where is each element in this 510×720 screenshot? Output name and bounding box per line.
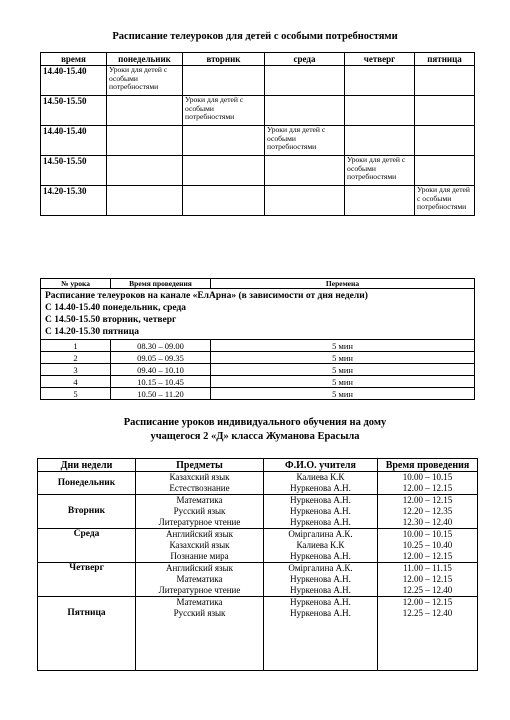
- lesson-cell: [345, 96, 415, 126]
- subject: Литературное чтение: [158, 585, 241, 595]
- table-row: [38, 472, 478, 495]
- note-line: Расписание телеуроков на канале «ЕлАрна» (в зависимости от дня недели): [45, 291, 368, 301]
- lesson-cell: [415, 66, 475, 96]
- time: 12.00 – 12.15: [402, 574, 453, 584]
- subject: Математика: [176, 574, 223, 584]
- time: 10.00 – 10.15: [402, 472, 453, 482]
- subjects-cell: [136, 529, 264, 563]
- time-cell: 14.40-15.40: [41, 66, 107, 96]
- home-schedule-table: [37, 458, 478, 671]
- times-cell: [378, 597, 478, 671]
- subject: Математика: [176, 495, 223, 505]
- column-header: вторник: [183, 53, 265, 66]
- lesson-time: 08.30 – 09.00: [111, 340, 211, 352]
- home-schedule-title-line1: Расписание уроков индивидуального обучения на дому: [123, 417, 387, 428]
- subject: Английский язык: [165, 563, 234, 573]
- break-duration: 5 мин: [211, 352, 475, 364]
- table-header-row: [41, 53, 475, 66]
- lesson-cell: [107, 126, 183, 156]
- teachers-cell: [264, 529, 378, 563]
- lesson-number: 2: [41, 352, 111, 364]
- channel-note: [41, 289, 475, 340]
- table-row: [41, 186, 475, 216]
- table-row: [38, 529, 478, 563]
- subjects-cell: [136, 495, 264, 529]
- teachers-cell: [264, 495, 378, 529]
- table-row: [38, 597, 478, 671]
- day-cell: Четверг: [38, 563, 136, 597]
- time: 12.00 – 12.15: [402, 597, 453, 607]
- table-row: [41, 340, 475, 352]
- table-row: [41, 96, 475, 126]
- column-header: Предметы: [136, 459, 264, 472]
- lesson-cell: [265, 156, 345, 186]
- subject: Английский язык: [165, 529, 234, 539]
- teacher: Калиева К.К: [296, 540, 345, 550]
- day-cell: Среда: [38, 529, 136, 563]
- subjects-cell: [136, 563, 264, 597]
- lesson-cell: [345, 126, 415, 156]
- lesson-cell: [183, 126, 265, 156]
- subject: Литературное чтение: [158, 517, 241, 527]
- teacher: Омiргалина А.К.: [288, 563, 353, 573]
- day-cell: Пятница: [38, 597, 136, 671]
- day-cell: Понедельник: [38, 472, 136, 495]
- lesson-cell: [107, 96, 183, 126]
- column-header: Перемена: [211, 279, 475, 289]
- teacher: Калиева К.К: [296, 472, 345, 482]
- lesson-times-table: [40, 278, 475, 400]
- lesson-cell: [415, 96, 475, 126]
- time-cell: 14.50-15.50: [41, 96, 107, 126]
- table-row: [41, 364, 475, 376]
- column-header: время: [41, 53, 107, 66]
- note-line: С 14.50-15.50 вторник, четверг: [45, 315, 177, 325]
- lesson-number: 3: [41, 364, 111, 376]
- lesson-cell: [183, 186, 265, 216]
- time: 12.00 – 12.15: [402, 483, 453, 493]
- teacher: Нуркенова А.Н.: [290, 483, 351, 493]
- time: 12.25 – 12.40: [402, 585, 453, 595]
- lesson-number: 1: [41, 340, 111, 352]
- tv-schedule-table: [40, 52, 475, 216]
- column-header: четверг: [345, 53, 415, 66]
- time-cell: 14.50-15.50: [41, 156, 107, 186]
- time: 10.25 – 10.40: [402, 540, 453, 550]
- break-duration: 5 мин: [211, 340, 475, 352]
- lesson-cell: [415, 156, 475, 186]
- column-header: № урока: [41, 279, 111, 289]
- subject: Русский язык: [173, 506, 226, 516]
- teacher: Омiргалина А.К.: [288, 529, 353, 539]
- times-cell: [378, 529, 478, 563]
- table-header-row: [38, 459, 478, 472]
- lesson-cell: [107, 156, 183, 186]
- teacher: Нуркенова А.Н.: [290, 597, 351, 607]
- column-header: Дни недели: [38, 459, 136, 472]
- break-duration: 5 мин: [211, 364, 475, 376]
- note-line: С 14.20-15.30 пятница: [45, 327, 139, 337]
- column-header: пятница: [415, 53, 475, 66]
- lesson-cell: [345, 186, 415, 216]
- teacher: Нуркенова А.Н.: [290, 585, 351, 595]
- home-schedule-title-line2: учащегося 2 «Д» класса Жуманова Ерасыла: [150, 431, 360, 442]
- note-row: [41, 289, 475, 340]
- lesson-cell: [183, 156, 265, 186]
- lesson-cell: [107, 186, 183, 216]
- table-row: [41, 156, 475, 186]
- lesson-cell: [265, 186, 345, 216]
- time-cell: 14.40-15.40: [41, 126, 107, 156]
- lesson-cell: [265, 66, 345, 96]
- column-header: Время проведения: [378, 459, 478, 472]
- break-duration: 5 мин: [211, 376, 475, 388]
- time: 12.25 – 12.40: [402, 608, 453, 618]
- subject: Познание мира: [170, 551, 229, 561]
- table-row: [41, 352, 475, 364]
- time-cell: 14.20-15.30: [41, 186, 107, 216]
- teacher: Нуркенова А.Н.: [290, 551, 351, 561]
- lesson-cell: Уроки для детей с особыми потребностями: [345, 156, 415, 186]
- teachers-cell: [264, 597, 378, 671]
- times-cell: [378, 495, 478, 529]
- time: 10.00 – 10.15: [402, 529, 453, 539]
- teacher: Нуркенова А.Н.: [290, 506, 351, 516]
- lesson-cell: Уроки для детей с особыми потребностями: [183, 96, 265, 126]
- lesson-time: 10.15 – 10.45: [111, 376, 211, 388]
- times-cell: [378, 563, 478, 597]
- lesson-cell: [265, 96, 345, 126]
- lesson-time: 10.50 – 11.20: [111, 388, 211, 400]
- column-header: Ф.И.О. учителя: [264, 459, 378, 472]
- lesson-cell: Уроки для детей с особыми потребностями: [415, 186, 475, 216]
- subjects-cell: [136, 472, 264, 495]
- time: 12.30 – 12.40: [402, 517, 453, 527]
- subject: Казахский язык: [169, 540, 230, 550]
- lesson-time: 09.40 – 10.10: [111, 364, 211, 376]
- lesson-cell: [183, 66, 265, 96]
- column-header: понедельник: [107, 53, 183, 66]
- lesson-cell: [415, 126, 475, 156]
- tv-schedule-title: Расписание телеуроков для детей с особыми потребностями: [112, 31, 398, 42]
- day-cell: Вторник: [38, 495, 136, 529]
- time: 11.00 – 11.15: [403, 563, 452, 573]
- lesson-cell: Уроки для детей с особыми потребностями: [107, 66, 183, 96]
- table-header-row: [41, 279, 475, 289]
- subject: Естествознание: [169, 483, 230, 493]
- table-row: [41, 66, 475, 96]
- subject: Русский язык: [173, 608, 226, 618]
- teacher: Нуркенова А.Н.: [290, 517, 351, 527]
- break-duration: 5 мин: [211, 388, 475, 400]
- column-header: Время проведения: [111, 279, 211, 289]
- note-line: С 14.40-15.40 понедельник, среда: [45, 303, 187, 313]
- subject: Математика: [176, 597, 223, 607]
- times-cell: [378, 472, 478, 495]
- time: 12.20 – 12.35: [402, 506, 453, 516]
- table-row: [41, 376, 475, 388]
- time: 12.00 – 12.15: [402, 551, 453, 561]
- lesson-number: 4: [41, 376, 111, 388]
- table-row: [38, 563, 478, 597]
- lesson-cell: [345, 66, 415, 96]
- table-row: [41, 388, 475, 400]
- teacher: Нуркенова А.Н.: [290, 608, 351, 618]
- teachers-cell: [264, 472, 378, 495]
- lesson-number: 5: [41, 388, 111, 400]
- lesson-cell: Уроки для детей с особыми потребностями: [265, 126, 345, 156]
- teachers-cell: [264, 563, 378, 597]
- lesson-time: 09.05 – 09.35: [111, 352, 211, 364]
- table-row: [38, 495, 478, 529]
- teacher: Нуркенова А.Н.: [290, 574, 351, 584]
- subject: Казахский язык: [169, 472, 230, 482]
- subjects-cell: [136, 597, 264, 671]
- table-row: [41, 126, 475, 156]
- column-header: среда: [265, 53, 345, 66]
- time: 12.00 – 12.15: [402, 495, 453, 505]
- teacher: Нуркенова А.Н.: [290, 495, 351, 505]
